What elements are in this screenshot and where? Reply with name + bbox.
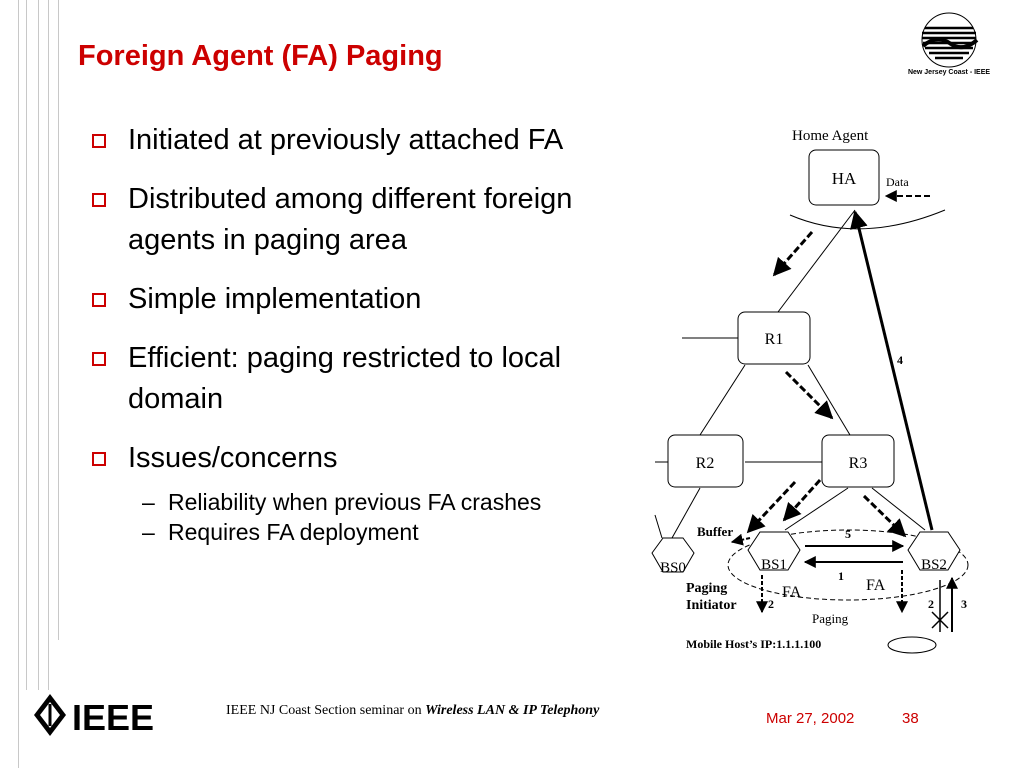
home-agent-label: Home Agent [792, 128, 869, 144]
bullet-text: Distributed among different foreign agents in paging area [128, 183, 573, 256]
sub-bullet-item [92, 487, 582, 517]
bullet-square-icon [92, 134, 106, 148]
nj-coast-ieee-logo [893, 12, 1005, 80]
step-4-label: 4 [897, 353, 903, 367]
ieee-logo-text: IEEE [72, 697, 155, 738]
buffer-label: Buffer [697, 524, 734, 539]
paging-initiator-label-2: Initiator [686, 598, 737, 613]
fa-label-bs2: FA [866, 577, 886, 594]
bullet-square-icon [92, 352, 106, 366]
bullet-text: Initiated at previously attached FA [128, 124, 564, 156]
sub-bullet-dash: – [142, 489, 155, 515]
decor-line-4 [48, 0, 49, 690]
sub-bullet-text: Requires FA deployment [168, 519, 419, 545]
step-3-label: 3 [961, 597, 967, 611]
sub-bullet-dash: – [142, 519, 155, 545]
slide-title: Foreign Agent (FA) Paging [78, 40, 443, 72]
bs1-label: BS1 [761, 557, 787, 573]
footer-text-plain: IEEE NJ Coast Section seminar on [226, 703, 426, 718]
bullet-list [92, 120, 582, 557]
data-flow-arrows [748, 232, 905, 536]
bullet-square-icon [92, 293, 106, 307]
fa-paging-diagram [630, 110, 1020, 670]
decor-line-5 [58, 0, 59, 640]
bullet-item [92, 438, 582, 479]
sub-bullet-text: Reliability when previous FA crashes [168, 489, 542, 515]
home-network-arc [790, 210, 945, 229]
ieee-logo [30, 690, 170, 740]
fa-label-bs1: FA [782, 584, 802, 601]
bs0-label: BS0 [660, 560, 686, 576]
step-2-label-bs1: 2 [768, 597, 774, 611]
paging-initiator-label-1: Paging [686, 581, 728, 596]
data-label: Data [886, 175, 909, 189]
r3-label: R3 [848, 455, 868, 472]
footer-text [226, 703, 599, 719]
step-1-label: 1 [838, 569, 844, 583]
r1-label: R1 [764, 331, 784, 348]
decor-line-1 [18, 0, 19, 768]
step-5-label: 5 [845, 527, 851, 541]
ha-label: HA [831, 169, 857, 188]
bullet-text: Simple implementation [128, 283, 422, 315]
r2-label: R2 [695, 455, 715, 472]
bullet-text: Efficient: paging restricted to local domain [128, 342, 562, 415]
buffer-arrow [732, 538, 750, 542]
mobile-host-label: Mobile Host’s IP:1.1.1.100 [686, 637, 822, 651]
paging-label: Paging [812, 611, 849, 626]
bullet-item [92, 179, 582, 261]
footer-date: Mar 27, 2002 [766, 710, 855, 727]
step-2-label-bs2: 2 [928, 597, 934, 611]
bullet-square-icon [92, 193, 106, 207]
bullet-item [92, 338, 582, 420]
decor-line-2 [26, 0, 27, 690]
page-number: 38 [902, 710, 919, 727]
mobile-host-node [888, 637, 936, 653]
bullet-item [92, 120, 582, 161]
footer-text-italic: Wireless LAN & IP Telephony [425, 703, 600, 718]
logo-text: New Jersey Coast - IEEE [907, 69, 991, 76]
sub-bullet-item [92, 517, 582, 547]
bullet-text: Issues/concerns [128, 442, 338, 474]
bullet-square-icon [92, 452, 106, 466]
decor-line-3 [38, 0, 39, 690]
bs2-label: BS2 [921, 557, 947, 573]
bullet-item [92, 279, 582, 320]
